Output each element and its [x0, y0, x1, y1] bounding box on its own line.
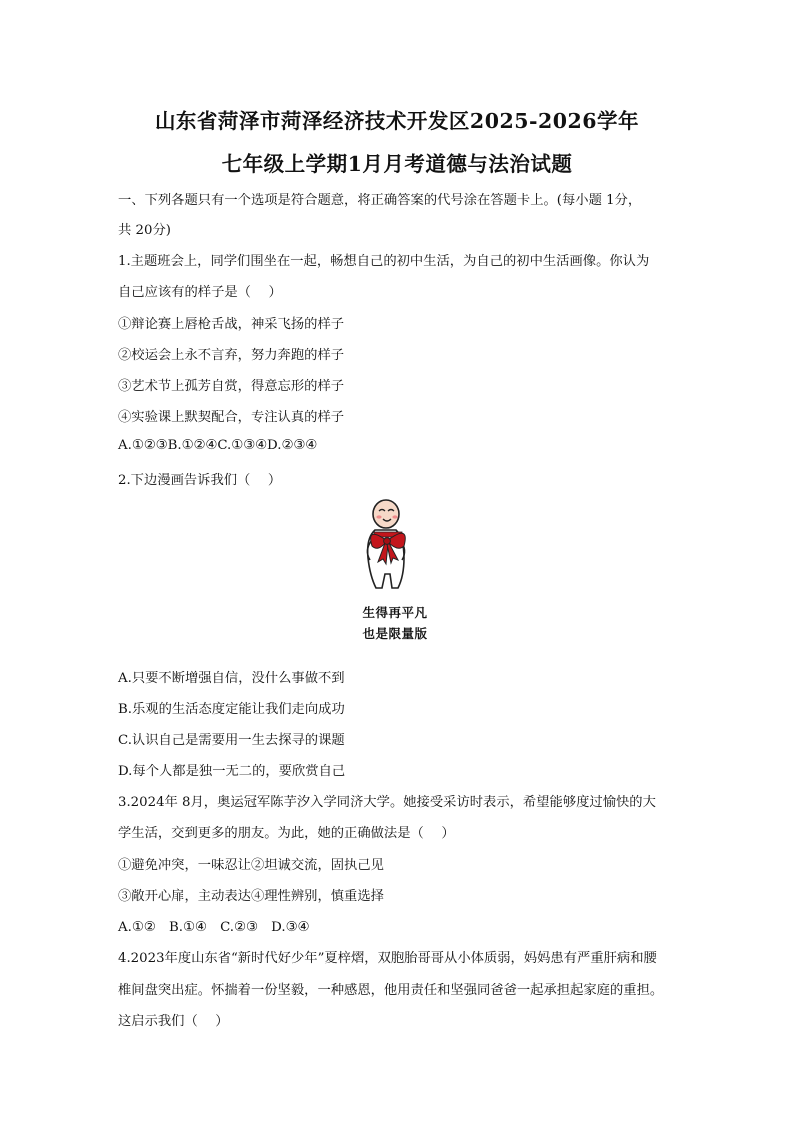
exam-title-line2: 七年级上学期1月月考道德与法治试题 — [221, 152, 573, 176]
section-instruction-cont: 共 20分) — [118, 223, 171, 238]
q1-item: ①辩论赛上唇枪舌战，神采飞扬的样子 — [118, 317, 345, 332]
cartoon-caption-line2: 也是限量版 — [362, 626, 428, 641]
q4-stem: 4.2023年度山东省“新时代好少年”夏梓熠，双胞胎哥哥从小体质弱，妈妈患有严重肝病和腰 — [118, 951, 657, 966]
q3-options: A.①② B.①④ C.②③ D.③④ — [118, 920, 310, 935]
q2-option-c: C.认识自己是需要用一生去探寻的课题 — [118, 733, 345, 748]
q1-item: ③艺术节上孤芳自赏，得意忘形的样子 — [118, 379, 345, 394]
cartoon-caption-line1: 生得再平凡 — [362, 605, 428, 620]
q3-items: ①避免冲突，一味忍让②坦诚交流，固执己见 — [118, 858, 384, 873]
q3-stem-cont: 学生活，交到更多的朋友。为此，她的正确做法是（ ） — [118, 826, 455, 841]
q2-stem: 2.下边漫画告诉我们（ ） — [118, 473, 282, 488]
q1-item: ②校运会上永不言弃，努力奔跑的样子 — [118, 348, 345, 363]
q3-items: ③敞开心扉，主动表达④理性辨别，慎重选择 — [118, 889, 384, 904]
q1-stem-cont: 自己应该有的样子是（ ） — [118, 285, 282, 300]
q1-options: A.①②③B.①②④C.①③④D.②③④ — [118, 438, 318, 453]
section-instruction: 一、下列各题只有一个选项是符合题意，将正确答案的代号涂在答题卡上。(每小题 1分， — [118, 193, 642, 208]
q2-option-a: A.只要不断增强自信，没什么事做不到 — [118, 671, 345, 686]
exam-title-line1: 山东省菏泽市菏泽经济技术开发区2025-2026学年 — [154, 109, 640, 133]
q2-option-b: B.乐观的生活态度定能让我们走向成功 — [118, 702, 345, 717]
q4-stem-cont: 这启示我们（ ） — [118, 1014, 229, 1029]
q3-stem: 3.2024年 8月，奥运冠军陈芋汐入学同济大学。她接受采访时表示，希望能够度过愉快的大 — [118, 795, 656, 810]
q1-stem: 1.主题班会上，同学们围坐在一起，畅想自己的初中生活，为自己的初中生活画像。你认为 — [118, 254, 650, 269]
q4-stem-cont: 椎间盘突出症。怀揣着一份坚毅，一种感恩，他用责任和坚强同爸爸一起承担起家庭的重担。 — [118, 983, 664, 998]
q2-option-d: D.每个人都是独一无二的，要欣赏自己 — [118, 764, 346, 779]
q1-item: ④实验课上默契配合，专注认真的样子 — [118, 410, 345, 425]
